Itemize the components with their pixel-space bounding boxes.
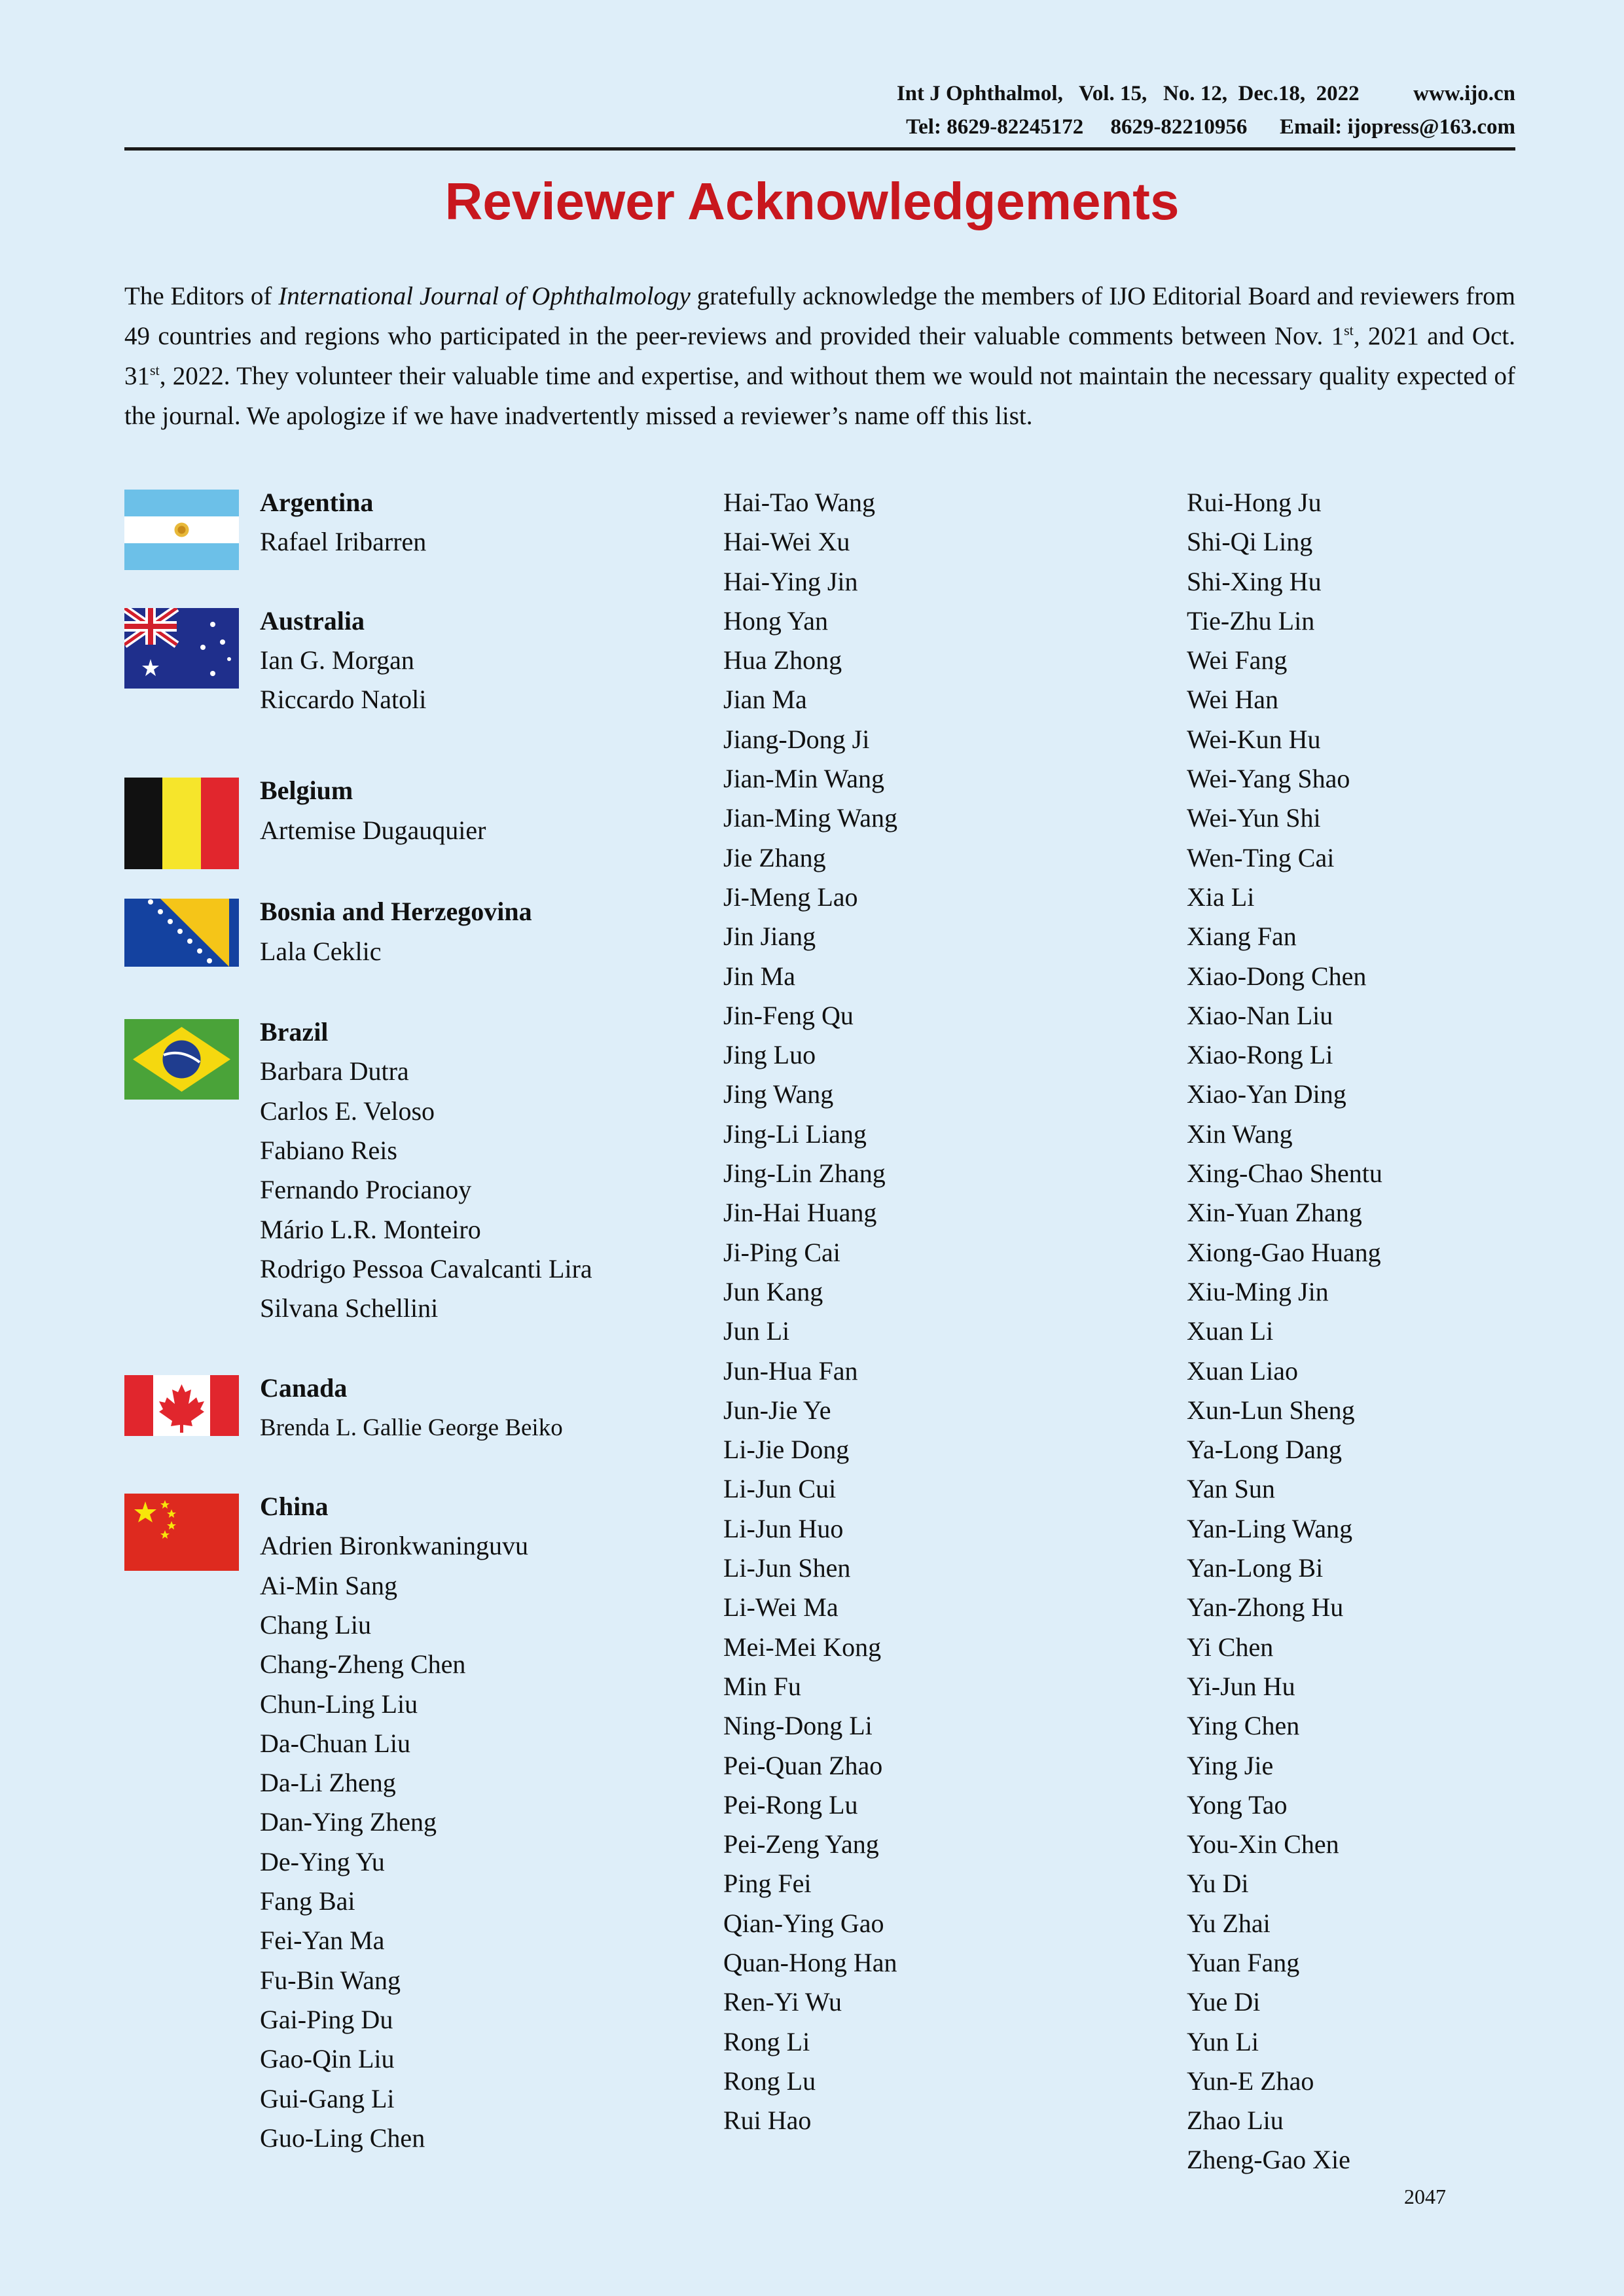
reviewer-name: Shi-Qi Ling bbox=[1187, 527, 1313, 557]
reviewer-name: Rodrigo Pessoa Cavalcanti Lira bbox=[260, 1253, 592, 1283]
brazil-flag-icon bbox=[124, 1019, 239, 1100]
country-name: Australia bbox=[260, 605, 365, 636]
reviewer-name: Jin-Feng Qu bbox=[723, 1000, 854, 1030]
china-flag-icon bbox=[124, 1494, 239, 1571]
reviewer-name: Jun Kang bbox=[723, 1276, 823, 1306]
reviewer-name: Ya-Long Dang bbox=[1187, 1435, 1343, 1465]
reviewer-name: You-Xin Chen bbox=[1187, 1829, 1339, 1859]
reviewer-name: Quan-Hong Han bbox=[723, 1947, 897, 1977]
reviewer-name: Li-Jun Cui bbox=[723, 1474, 837, 1504]
reviewer-name: Rong Lu bbox=[723, 2066, 816, 2096]
country-belgium bbox=[124, 771, 700, 863]
country-name: Argentina bbox=[260, 488, 374, 517]
reviewer-name: Fabiano Reis bbox=[260, 1135, 397, 1165]
reviewer-name: Yun-E Zhao bbox=[1187, 2066, 1314, 2096]
reviewer-name: Xuan Liao bbox=[1187, 1355, 1298, 1386]
reviewer-name: Yun Li bbox=[1187, 2026, 1259, 2056]
reviewer-name: Xiao-Dong Chen bbox=[1187, 961, 1367, 991]
reviewer-name: Fu-Bin Wang bbox=[260, 1965, 401, 1995]
reviewer-name: Ji-Ping Cai bbox=[723, 1237, 840, 1267]
journal-citation: Int J Ophthalmol, Vol. 15, No. 12, Dec.18, 2022 bbox=[896, 82, 1360, 105]
reviewer-column-2 bbox=[723, 483, 1116, 2140]
reviewer-name: Hai-Wei Xu bbox=[723, 527, 850, 557]
reviewer-name: Chang-Zheng Chen bbox=[260, 1649, 466, 1679]
reviewer-name: Yu Di bbox=[1187, 1869, 1249, 1899]
reviewer-name: Yuan Fang bbox=[1187, 1947, 1300, 1977]
reviewer-name: Wei Han bbox=[1187, 685, 1279, 715]
reviewer-name: Da-Li Zheng bbox=[260, 1768, 396, 1798]
header-divider bbox=[124, 147, 1515, 151]
reviewer-name: Ai-Min Sang bbox=[260, 1570, 397, 1600]
reviewer-name: Silvana Schellini bbox=[260, 1293, 439, 1323]
reviewer-column-1 bbox=[124, 483, 700, 2158]
reviewer-name: Li-Jun Shen bbox=[723, 1553, 851, 1583]
reviewer-name: Barbara Dutra bbox=[260, 1056, 409, 1086]
reviewer-name: Ying Chen bbox=[1187, 1711, 1300, 1741]
reviewer-name: Carlos E. Veloso bbox=[260, 1096, 435, 1126]
reviewer-name: Fei-Yan Ma bbox=[260, 1926, 385, 1956]
reviewer-name: Jin-Hai Huang bbox=[723, 1198, 877, 1228]
reviewer-name: Xing-Chao Shentu bbox=[1187, 1158, 1382, 1189]
country-name: China bbox=[260, 1492, 329, 1522]
reviewer-name: Jing Wang bbox=[723, 1079, 834, 1109]
reviewer-name: Xiang Fan bbox=[1187, 922, 1297, 952]
canada-flag-icon bbox=[124, 1375, 239, 1436]
page-number: 2047 bbox=[1404, 2185, 1446, 2208]
reviewer-name: De-Ying Yu bbox=[260, 1846, 385, 1876]
reviewer-name: Xia Li bbox=[1187, 882, 1255, 912]
reviewer-name: Li-Jun Huo bbox=[723, 1513, 844, 1543]
reviewer-name: Dan-Ying Zheng bbox=[260, 1807, 437, 1837]
reviewer-name: Li-Jie Dong bbox=[723, 1435, 850, 1465]
country-brazil bbox=[124, 1013, 700, 1328]
reviewer-name: Rui-Hong Ju bbox=[1187, 488, 1322, 517]
reviewer-name: Hai-Tao Wang bbox=[723, 488, 876, 517]
reviewer-name: Xin Wang bbox=[1187, 1119, 1293, 1149]
reviewer-name: Ren-Yi Wu bbox=[723, 1987, 842, 2017]
journal-header bbox=[124, 77, 1515, 144]
reviewer-name: Mei-Mei Kong bbox=[723, 1632, 882, 1662]
reviewer-name: Wen-Ting Cai bbox=[1187, 842, 1335, 872]
reviewer-name: Wei-Yang Shao bbox=[1187, 764, 1350, 794]
reviewer-name: Shi-Xing Hu bbox=[1187, 566, 1322, 596]
reviewer-name: Pei-Quan Zhao bbox=[723, 1750, 883, 1780]
reviewer-name: Guo-Ling Chen bbox=[260, 2123, 425, 2153]
journal-phone: Tel: 8629-82245172 8629-82210956 bbox=[906, 115, 1248, 139]
reviewer-name: Yue Di bbox=[1187, 1987, 1261, 2017]
country-china bbox=[124, 1487, 700, 2158]
reviewer-name: Jing-Lin Zhang bbox=[723, 1158, 886, 1189]
reviewer-name: Yan-Ling Wang bbox=[1187, 1513, 1353, 1543]
reviewer-name: Mário L.R. Monteiro bbox=[260, 1214, 481, 1244]
reviewer-name: Wei-Kun Hu bbox=[1187, 724, 1321, 754]
reviewer-name: Yan-Zhong Hu bbox=[1187, 1592, 1344, 1623]
reviewer-name: Xiu-Ming Jin bbox=[1187, 1276, 1329, 1306]
reviewer-name: Da-Chuan Liu bbox=[260, 1728, 410, 1758]
reviewer-name: Pei-Rong Lu bbox=[723, 1789, 858, 1820]
reviewer-name: Jian-Min Wang bbox=[723, 764, 885, 794]
reviewer-name: Chun-Ling Liu bbox=[260, 1689, 418, 1719]
country-name: Brazil bbox=[260, 1017, 329, 1047]
country-name: Bosnia and Herzegovina bbox=[260, 897, 532, 927]
reviewer-name: Gai-Ping Du bbox=[260, 2004, 393, 2034]
country-canada bbox=[124, 1369, 700, 1448]
reviewer-name: Zhao Liu bbox=[1187, 2106, 1284, 2136]
reviewer-name: Rui Hao bbox=[723, 2106, 812, 2136]
intro-paragraph: The Editors of International Journal of Ophthalmology gratefully acknowledge the members of IJO Editorial Board and reviewers from 49 countries and regions who participated in the peer-reviews and provided their valuable comments between Nov. 1st, 2021 and Oct. 31st, 2022. They volunteer their valuable time and expertise, and without them we would not maintain the necessary quality expected of the journal. We apologize if we have inadvertently missed a reviewer’s name off this list. bbox=[124, 282, 1516, 430]
bosnia-flag-icon bbox=[124, 899, 239, 967]
country-bosnia bbox=[124, 892, 700, 971]
reviewer-name: Xun-Lun Sheng bbox=[1187, 1395, 1355, 1425]
reviewer-name: Gui-Gang Li bbox=[260, 2083, 395, 2113]
reviewer-name: Artemise Dugauquier bbox=[260, 815, 486, 845]
reviewer-name: Jun Li bbox=[723, 1316, 790, 1346]
reviewer-name: Jian-Ming Wang bbox=[723, 803, 898, 833]
reviewer-name: Qian-Ying Gao bbox=[723, 1908, 884, 1938]
reviewer-name: Chang Liu bbox=[260, 1609, 371, 1640]
reviewer-name: Hua Zhong bbox=[723, 645, 842, 675]
reviewer-name: Jing Luo bbox=[723, 1040, 816, 1070]
argentina-flag-icon bbox=[124, 490, 239, 570]
reviewer-name: Jing-Li Liang bbox=[723, 1119, 867, 1149]
reviewer-name: Xiao-Nan Liu bbox=[1187, 1000, 1333, 1030]
country-name: Canada bbox=[260, 1373, 348, 1403]
reviewer-name: Jun-Hua Fan bbox=[723, 1355, 858, 1386]
reviewer-name: Min Fu bbox=[723, 1671, 801, 1701]
reviewer-name: Hai-Ying Jin bbox=[723, 566, 858, 596]
journal-website[interactable]: www.ijo.cn bbox=[1413, 82, 1515, 105]
reviewer-name: Xuan Li bbox=[1187, 1316, 1274, 1346]
reviewer-name: Ying Jie bbox=[1187, 1750, 1274, 1780]
reviewer-name: Yan-Long Bi bbox=[1187, 1553, 1324, 1583]
reviewer-name: Jiang-Dong Ji bbox=[723, 724, 870, 754]
reviewer-name: Yu Zhai bbox=[1187, 1908, 1271, 1938]
reviewer-name: Xiao-Rong Li bbox=[1187, 1040, 1333, 1070]
country-name: Belgium bbox=[260, 776, 353, 806]
reviewer-name: Xin-Yuan Zhang bbox=[1187, 1198, 1362, 1228]
reviewer-name: Jun-Jie Ye bbox=[723, 1395, 831, 1425]
reviewer-name: Fang Bai bbox=[260, 1886, 355, 1916]
reviewer-name: Yan Sun bbox=[1187, 1474, 1275, 1504]
reviewer-name: Riccardo Natoli bbox=[260, 685, 427, 715]
reviewer-name: Lala Ceklic bbox=[260, 936, 382, 966]
australia-flag-icon bbox=[124, 608, 239, 689]
reviewer-name: Tie-Zhu Lin bbox=[1187, 605, 1315, 636]
reviewer-name: Jin Ma bbox=[723, 961, 795, 991]
reviewer-name: Rafael Iribarren bbox=[260, 527, 427, 557]
journal-email[interactable]: Email: ijopress@163.com bbox=[1279, 115, 1515, 139]
reviewer-name: Jian Ma bbox=[723, 685, 807, 715]
reviewer-name: Li-Wei Ma bbox=[723, 1592, 839, 1623]
page-title: Reviewer Acknowledgements bbox=[444, 172, 1180, 230]
reviewer-name: Jin Jiang bbox=[723, 922, 816, 952]
reviewer-name: Ji-Meng Lao bbox=[723, 882, 858, 912]
reviewer-name: Yi Chen bbox=[1187, 1632, 1274, 1662]
belgium-flag-icon bbox=[124, 778, 239, 869]
journal-name: International Journal of Ophthalmology bbox=[278, 282, 691, 310]
reviewer-name: Ian G. Morgan bbox=[260, 645, 414, 675]
reviewer-name: Rong Li bbox=[723, 2026, 810, 2056]
reviewer-name: Yong Tao bbox=[1187, 1789, 1288, 1820]
reviewer-name: Ning-Dong Li bbox=[723, 1711, 873, 1741]
reviewer-name: Fernando Procianoy bbox=[260, 1175, 472, 1205]
reviewer-name: Wei Fang bbox=[1187, 645, 1288, 675]
reviewer-name: Adrien Bironkwaninguvu bbox=[260, 1531, 528, 1561]
reviewer-name: Gao-Qin Liu bbox=[260, 2044, 395, 2074]
reviewer-name: Xiong-Gao Huang bbox=[1187, 1237, 1381, 1267]
reviewer-name: Ping Fei bbox=[723, 1869, 812, 1899]
reviewer-name: Wei-Yun Shi bbox=[1187, 803, 1321, 833]
reviewer-name: Xiao-Yan Ding bbox=[1187, 1079, 1346, 1109]
reviewer-name: Jie Zhang bbox=[723, 842, 826, 872]
country-australia bbox=[124, 601, 700, 720]
reviewer-column-3 bbox=[1187, 483, 1579, 2180]
reviewer-name: Yi-Jun Hu bbox=[1187, 1671, 1295, 1701]
reviewer-name: Zheng-Gao Xie bbox=[1187, 2145, 1350, 2175]
reviewer-name: Brenda L. Gallie George Beiko bbox=[260, 1414, 563, 1441]
reviewer-name: Hong Yan bbox=[723, 605, 829, 636]
country-argentina bbox=[124, 483, 700, 562]
reviewer-name: Pei-Zeng Yang bbox=[723, 1829, 879, 1859]
